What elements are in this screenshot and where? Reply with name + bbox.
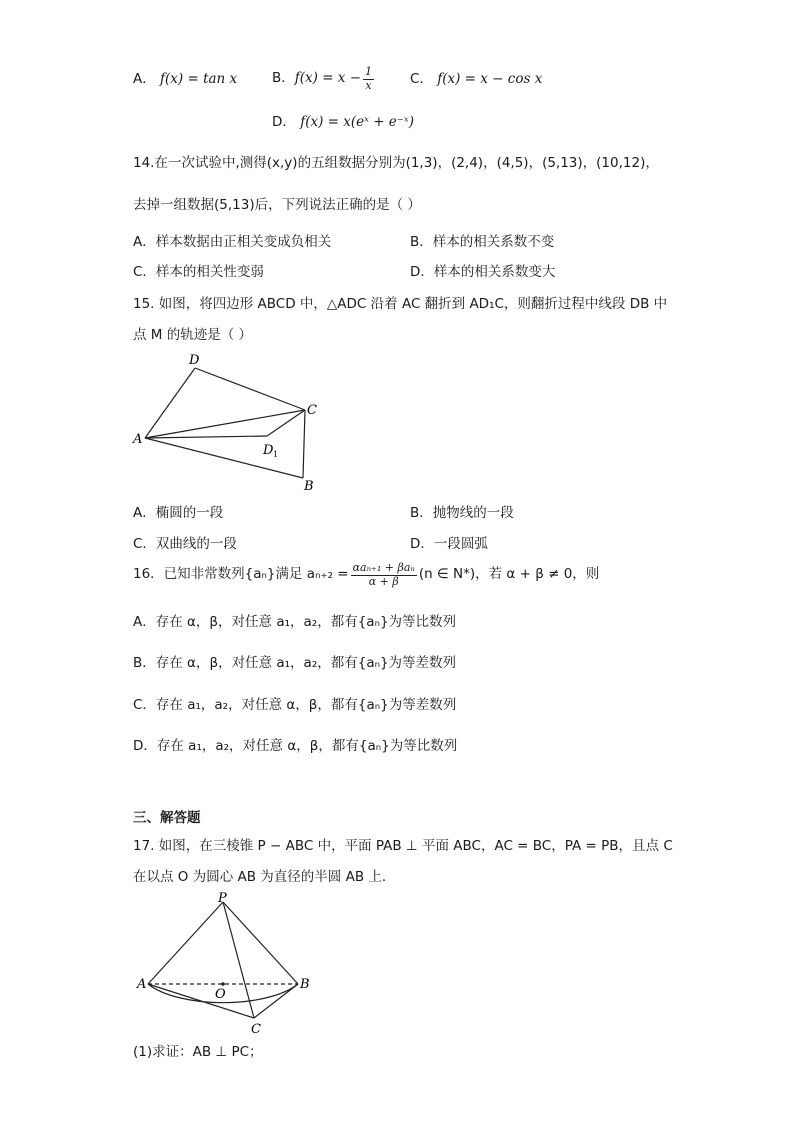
label-a: A bbox=[137, 977, 147, 992]
q16-option-c: C．存在 a₁，a₂，对任意 α，β，都有{aₙ}为等差数列 bbox=[133, 697, 457, 713]
q17-pyramid-figure bbox=[130, 888, 320, 1040]
edge-pa bbox=[148, 902, 223, 984]
q14-option-b: B．样本的相关系数不变 bbox=[410, 234, 555, 250]
q13-option-b-fraction bbox=[363, 66, 374, 92]
q13-option-b-frac-num: 1 bbox=[365, 65, 373, 78]
q13-option-d-label: D． bbox=[272, 114, 296, 130]
q15-stem-line2: 点 M 的轨迹是（ ） bbox=[133, 327, 253, 343]
q16-fraction bbox=[351, 562, 417, 588]
edge-cb bbox=[303, 410, 305, 478]
edge-ad bbox=[145, 368, 195, 438]
label-d1: D bbox=[263, 443, 274, 458]
q16-option-a: A．存在 α，β，对任意 a₁，a₂，都有{aₙ}为等比数列 bbox=[133, 614, 457, 630]
q17-stem-line1: 17. 如图，在三棱锥 P − ABC 中，平面 PAB ⊥ 平面 ABC，AC = BC，PA = PB，且点 C bbox=[133, 838, 673, 854]
q15-quadrilateral-figure bbox=[125, 350, 340, 495]
edge-ac bbox=[145, 410, 305, 438]
center-point-o bbox=[221, 982, 225, 986]
label-a: A bbox=[133, 432, 143, 447]
edge-ac bbox=[148, 984, 254, 1018]
q16-option-b: B．存在 α，β，对任意 a₁，a₂，都有{aₙ}为等差数列 bbox=[133, 655, 457, 671]
q14-option-d: D．样本的相关系数变大 bbox=[410, 264, 556, 280]
q13-option-c-label: C． bbox=[410, 71, 433, 87]
label-b: B bbox=[300, 977, 310, 992]
q15-option-b: B．抛物线的一段 bbox=[410, 505, 514, 521]
q14-stem-line1: 14.在一次试验中,测得(x,y)的五组数据分别为(1,3)，(2,4)，(4,5)，(5,13)，(10,12)， bbox=[133, 155, 659, 171]
label-b: B bbox=[304, 479, 314, 494]
q13-option-b-label: B． bbox=[272, 70, 295, 87]
q13-option-a-label: A． bbox=[133, 71, 156, 87]
label-o: O bbox=[215, 987, 226, 1002]
q15-stem-line1: 15. 如图，将四边形 ABCD 中，△ADC 沿着 AC 翻折到 AD₁C，则翻折过程中线段 DB 中 bbox=[133, 296, 668, 312]
label-d1-subscript: 1 bbox=[273, 450, 279, 459]
q15-option-c: C．双曲线的一段 bbox=[133, 536, 237, 552]
label-p: P bbox=[218, 891, 227, 906]
q13-option-b-formula: f(x) = x − bbox=[294, 70, 362, 87]
label-c: C bbox=[307, 403, 317, 418]
q14-option-a: A．样本数据由正相关变成负相关 bbox=[133, 234, 332, 250]
edge-dc bbox=[195, 368, 305, 410]
edge-bc bbox=[254, 984, 298, 1018]
q13-option-a bbox=[133, 73, 237, 87]
q14-stem-line2: 去掉一组数据(5,13)后，下列说法正确的是（ ） bbox=[133, 197, 421, 213]
q16-frac-num: αaₙ₊₁ + βaₙ bbox=[352, 561, 415, 574]
q16-stem bbox=[133, 562, 599, 588]
q17-stem-line2: 在以点 O 为圆心 AB 为直径的半圆 AB 上． bbox=[133, 869, 396, 885]
q16-option-d: D．存在 a₁，a₂，对任意 α，β，都有{aₙ}为等比数列 bbox=[133, 738, 458, 754]
label-d: D bbox=[189, 353, 200, 368]
q15-option-d: D．一段圆弧 bbox=[410, 536, 488, 552]
label-c: C bbox=[251, 1022, 261, 1037]
q13-option-d bbox=[272, 116, 414, 130]
q16-stem-post: (n ∈ N*)，若 α + β ≠ 0，则 bbox=[418, 566, 600, 583]
q13-option-c bbox=[410, 73, 542, 87]
q13-option-c-formula: f(x) = x − cos x bbox=[437, 71, 543, 87]
edge-ab bbox=[145, 438, 303, 478]
q13-option-b bbox=[272, 66, 376, 92]
q15-option-a: A．椭圆的一段 bbox=[133, 505, 224, 521]
section-title: 三、解答题 bbox=[133, 810, 201, 826]
q16-frac-den: α + β bbox=[368, 574, 399, 588]
q13-option-d-formula: f(x) = x(eˣ + e⁻ˣ) bbox=[300, 114, 414, 130]
q13-option-b-frac-den: x bbox=[365, 78, 372, 92]
q16-stem-pre: 16．已知非常数列{aₙ}满足 aₙ₊₂ = bbox=[133, 566, 349, 583]
q17-part1: (1)求证：AB ⊥ PC； bbox=[133, 1044, 263, 1060]
q14-option-c: C．样本的相关性变弱 bbox=[133, 264, 264, 280]
edge-ad1 bbox=[145, 436, 267, 438]
q13-option-a-formula: f(x) = tan x bbox=[160, 71, 238, 87]
